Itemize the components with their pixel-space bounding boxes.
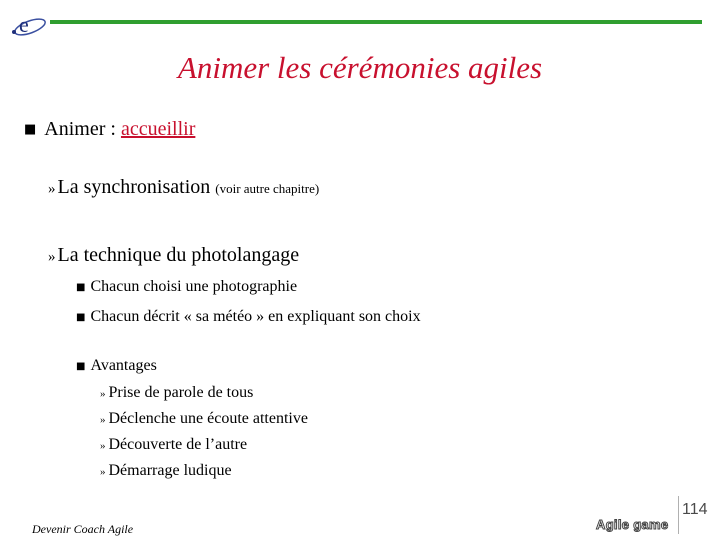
list-item — [76, 278, 297, 296]
list-item-text: Chacun décrit « sa météo » en expliquant son choix — [90, 308, 421, 325]
list-item-text: Chacun choisi une photographie — [90, 278, 298, 295]
top-divider — [50, 20, 702, 24]
bullet-animer-prefix: Animer : — [44, 118, 121, 140]
advantages-label: Avantages — [90, 357, 157, 374]
svg-text:e: e — [19, 12, 29, 37]
chevron-bullet-icon: » — [100, 466, 106, 478]
advantage-text: Prise de parole de tous — [108, 384, 254, 401]
chevron-bullet-icon: » — [48, 181, 56, 197]
sync-text: La synchronisation — [57, 176, 216, 198]
square-bullet-icon: ■ — [76, 361, 86, 372]
advantage-text: Découverte de l’autre — [108, 436, 248, 453]
list-item — [76, 308, 421, 326]
advantage-text: Démarrage ludique — [108, 462, 232, 479]
sync-note: (voir autre chapitre) — [215, 181, 320, 196]
logo-icon — [10, 10, 48, 40]
footer-agile-game: Agile game — [596, 517, 669, 532]
chevron-bullet-icon: » — [100, 414, 106, 426]
page-number: 114 — [682, 501, 708, 518]
bullet-animer — [24, 118, 195, 141]
advantage-text: Déclenche une écoute attentive — [108, 410, 308, 427]
advantage-item — [100, 410, 308, 428]
sync-item — [48, 176, 319, 199]
advantage-item — [100, 436, 247, 454]
chevron-bullet-icon: » — [100, 440, 106, 452]
square-bullet-icon: ■ — [76, 312, 86, 323]
photolangage-heading: La technique du photolangage — [57, 244, 300, 266]
chevron-bullet-icon: » — [100, 388, 106, 400]
accueillir-link[interactable]: accueillir — [120, 118, 196, 140]
slide-title: Animer les cérémonies agiles — [177, 50, 543, 85]
advantage-item — [100, 462, 232, 480]
photolangage-item — [48, 244, 299, 267]
square-bullet-icon: ■ — [76, 282, 86, 293]
chevron-bullet-icon: » — [48, 249, 56, 265]
advantage-item — [100, 384, 253, 402]
advantages-heading — [76, 357, 157, 375]
square-bullet-icon: ■ — [24, 122, 37, 137]
footer-divider — [678, 496, 679, 534]
footer-course-title: Devenir Coach Agile — [32, 522, 134, 536]
